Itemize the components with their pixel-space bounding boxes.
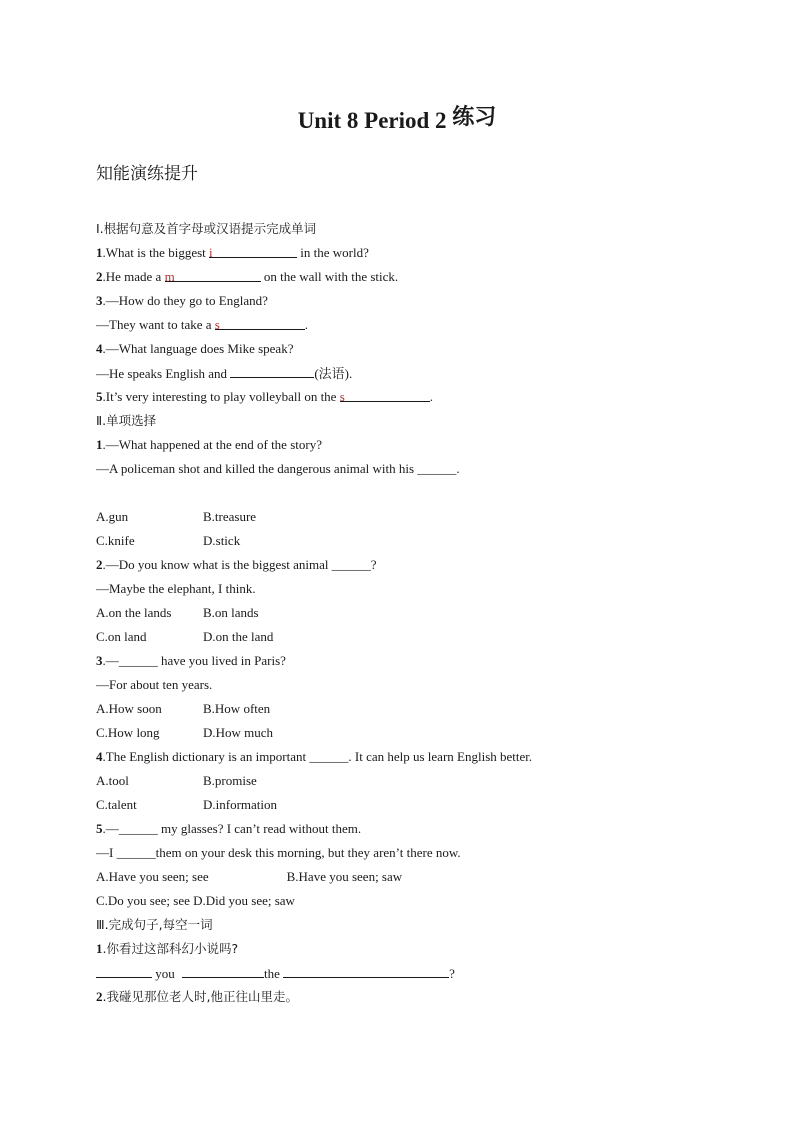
question-text: on the wall with the stick. xyxy=(260,269,399,284)
question-number: 4 xyxy=(96,749,103,764)
s2-question-4 xyxy=(96,749,532,765)
option-c[interactable]: C.talent xyxy=(96,797,137,812)
question-number: 3 xyxy=(96,293,103,308)
title-chinese: 练习 xyxy=(452,105,497,130)
question-text: .—What happened at the end of the story? xyxy=(102,437,322,452)
question-text: .—What language does Mike speak? xyxy=(102,341,294,356)
s3-question-2 xyxy=(96,989,298,1005)
option-b[interactable]: B.on lands xyxy=(203,605,259,620)
question-text: .—______ have you lived in Paris? xyxy=(102,653,286,668)
question-text: .—Do you know what is the biggest animal ______? xyxy=(102,557,377,572)
hint-letter: s xyxy=(339,389,345,404)
question-number: 4 xyxy=(96,341,103,356)
title-text: Unit 8 Period 2 xyxy=(297,108,447,133)
section2-heading: Ⅱ.单项选择 xyxy=(96,413,157,428)
question-text: .你看过这部科幻小说吗? xyxy=(102,941,239,956)
s2-question-1-line2: —A policeman shot and killed the dangerous animal with his ______. xyxy=(96,461,460,476)
option-a[interactable]: A.How soon xyxy=(96,701,162,716)
option-b[interactable]: B.treasure xyxy=(203,509,257,524)
option-row xyxy=(96,629,274,645)
s1-question-2 xyxy=(96,269,398,285)
answer-blank[interactable] xyxy=(209,245,297,258)
option-a[interactable]: A.tool xyxy=(96,773,129,788)
option-row-ab[interactable]: A.Have you seen; see B.Have you seen; saw xyxy=(96,869,403,884)
option-c[interactable]: C.on land xyxy=(96,629,147,644)
question-text: .It’s very interesting to play volleyball on the xyxy=(102,389,340,404)
answer-blank[interactable] xyxy=(96,965,152,978)
question-number: 1 xyxy=(96,437,103,452)
question-text: .—How do they go to England? xyxy=(102,293,268,308)
answer-word: the xyxy=(264,966,284,981)
s2-question-1 xyxy=(96,437,322,453)
question-number: 2 xyxy=(96,557,103,572)
s2-question-3-line2: —For about ten years. xyxy=(96,677,213,692)
page-title xyxy=(0,104,794,135)
option-row xyxy=(96,773,257,789)
s2-question-5-line2: —I ______them on your desk this morning, but they aren’t there now. xyxy=(96,845,461,860)
option-b[interactable]: B.How often xyxy=(203,701,271,716)
option-row xyxy=(96,509,257,525)
s2-question-2 xyxy=(96,557,377,573)
s3-question-1 xyxy=(96,941,238,957)
option-row xyxy=(96,533,241,549)
answer-blank[interactable] xyxy=(215,317,305,330)
option-row xyxy=(96,725,274,741)
option-a[interactable]: A.gun xyxy=(96,509,129,524)
s2-question-3 xyxy=(96,653,286,669)
s1-question-3-answer xyxy=(96,317,308,333)
answer-blank[interactable] xyxy=(165,269,261,282)
option-row xyxy=(96,797,278,813)
option-d[interactable]: D.stick xyxy=(203,533,241,548)
question-text: . xyxy=(304,317,309,332)
question-text: . xyxy=(429,389,433,404)
hint-letter: i xyxy=(209,245,213,260)
s1-question-4 xyxy=(96,341,293,357)
question-number: 2 xyxy=(96,989,103,1004)
option-row xyxy=(96,605,259,621)
option-b[interactable]: B.promise xyxy=(203,773,257,788)
s2-question-5 xyxy=(96,821,361,837)
section1-heading: Ⅰ.根据句意及首字母或汉语提示完成单词 xyxy=(96,221,317,236)
question-number: 2 xyxy=(96,269,103,284)
hint-letter: s xyxy=(214,317,220,332)
question-text: .我碰见那位老人时,他正往山里走。 xyxy=(102,989,298,1004)
question-text: .—______ my glasses? I can’t read without them. xyxy=(102,821,362,836)
section3-heading: Ⅲ.完成句子,每空一词 xyxy=(96,917,213,932)
question-number: 1 xyxy=(96,245,103,260)
option-d[interactable]: D.on the land xyxy=(203,629,274,644)
option-row-cd[interactable]: C.Do you see; see D.Did you see; saw xyxy=(96,893,295,908)
s2-question-2-line2: —Maybe the elephant, I think. xyxy=(96,581,256,596)
question-number: 1 xyxy=(96,941,103,956)
answer-word: you xyxy=(152,966,178,981)
question-text: .He made a xyxy=(102,269,165,284)
option-d[interactable]: D.information xyxy=(203,797,278,812)
option-a[interactable]: A.on the lands xyxy=(96,605,172,620)
question-text: .The English dictionary is an important ______. It can help us learn English better. xyxy=(102,749,533,764)
question-text: —He speaks English and xyxy=(96,366,231,381)
question-text: in the world? xyxy=(297,245,369,260)
option-c[interactable]: C.How long xyxy=(96,725,160,740)
page-subtitle: 知能演练提升 xyxy=(96,164,198,184)
answer-blank[interactable] xyxy=(182,965,264,978)
question-number: 5 xyxy=(96,389,103,404)
question-text: (法语). xyxy=(314,366,353,381)
s1-question-1 xyxy=(96,245,369,261)
hint-letter: m xyxy=(164,269,175,284)
question-number: 5 xyxy=(96,821,103,836)
answer-word: ? xyxy=(449,966,455,981)
option-d[interactable]: D.How much xyxy=(203,725,274,740)
answer-blank[interactable] xyxy=(283,965,449,978)
s3-question-1-answer xyxy=(96,965,455,982)
option-c[interactable]: C.knife xyxy=(96,533,135,548)
s1-question-5 xyxy=(96,389,433,405)
answer-blank[interactable] xyxy=(340,389,430,402)
question-number: 3 xyxy=(96,653,103,668)
question-text: —They want to take a xyxy=(96,317,215,332)
question-text: .What is the biggest xyxy=(102,245,210,260)
s1-question-3 xyxy=(96,293,268,309)
answer-blank[interactable] xyxy=(230,365,314,378)
s1-question-4-answer xyxy=(96,365,352,382)
option-row xyxy=(96,701,271,717)
